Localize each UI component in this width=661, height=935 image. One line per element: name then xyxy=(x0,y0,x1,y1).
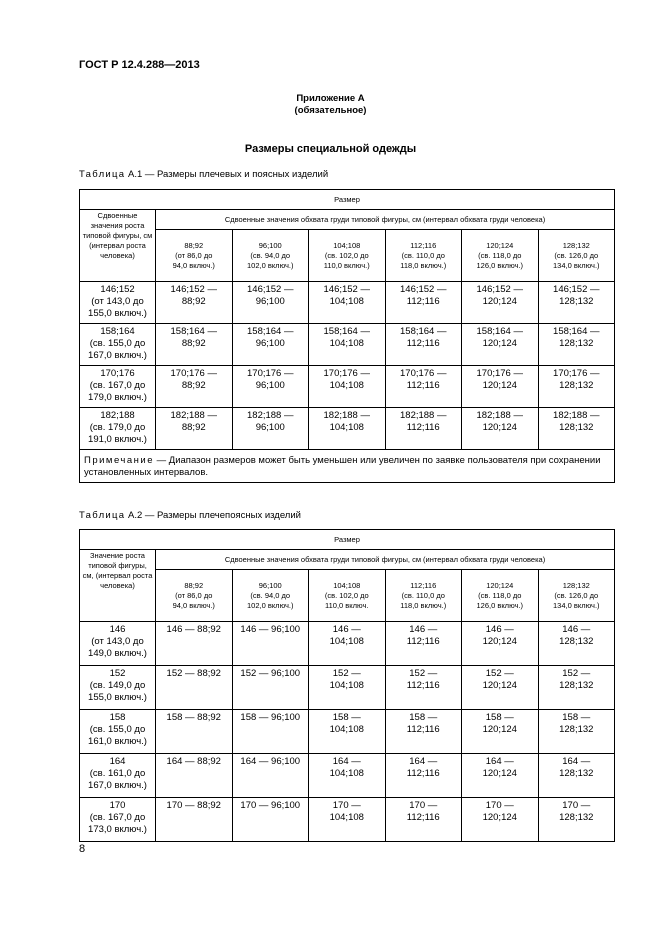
table-cell: 158 — 96;100 xyxy=(232,710,309,754)
table2-col-header: 88;92 (от 86,0 до 94,0 включ.) xyxy=(156,570,233,622)
table-cell: 170 — 112;116 xyxy=(385,798,462,842)
table-row xyxy=(80,408,615,450)
table-cell: 146;152 — 104;108 xyxy=(309,282,386,324)
table1-caption xyxy=(79,169,328,180)
table1-row-header: Сдвоенные значения роста типовой фигуры, см (интервал роста человека) xyxy=(80,210,156,282)
table-cell: 146 — 104;108 xyxy=(309,622,386,666)
table-cell: 158;164 — 112;116 xyxy=(385,324,462,366)
table-row xyxy=(80,366,615,408)
table2-col-header: 128;132 (св. 126,0 до 134,0 включ.) xyxy=(538,570,615,622)
table-cell: 146;152 — 128;132 xyxy=(538,282,615,324)
table-cell: 158;164 — 88;92 xyxy=(156,324,233,366)
table1-note xyxy=(80,450,615,483)
row-label: 170;176 (св. 167,0 до 179,0 включ.) xyxy=(80,366,156,408)
table-cell: 182;188 — 104;108 xyxy=(309,408,386,450)
table1-caption-label: Таблица xyxy=(79,169,126,180)
table-row xyxy=(80,666,615,710)
table2-caption-text: А.2 — Размеры плечепоясных изделий xyxy=(125,510,301,521)
table-row xyxy=(80,710,615,754)
table-cell: 146;152 — 112;116 xyxy=(385,282,462,324)
table-cell: 164 — 88;92 xyxy=(156,754,233,798)
table-cell: 164 — 112;116 xyxy=(385,754,462,798)
note-text: — Диапазон размеров может быть уменьшен или увеличен по заявке пользователя при сохранении установленных интервалов. xyxy=(84,454,601,478)
table1-col-header: 120;124 (св. 118,0 до 126,0 включ.) xyxy=(462,230,539,282)
table-cell: 170;176 — 112;116 xyxy=(385,366,462,408)
table-cell: 158;164 — 120;124 xyxy=(462,324,539,366)
row-label: 158 (св. 155,0 до 161,0 включ.) xyxy=(80,710,156,754)
table-cell: 152 — 128;132 xyxy=(538,666,615,710)
table-cell: 158 — 128;132 xyxy=(538,710,615,754)
table-row xyxy=(80,754,615,798)
table-cell: 170;176 — 128;132 xyxy=(538,366,615,408)
table-cell: 158 — 88;92 xyxy=(156,710,233,754)
table-cell: 152 — 112;116 xyxy=(385,666,462,710)
table-cell: 146 — 112;116 xyxy=(385,622,462,666)
table-cell: 170 — 120;124 xyxy=(462,798,539,842)
table-cell: 152 — 88;92 xyxy=(156,666,233,710)
table-cell: 170;176 — 104;108 xyxy=(309,366,386,408)
page-number: 8 xyxy=(79,843,86,855)
table-1 xyxy=(79,189,615,483)
table1-col-header: 112;116 (св. 110,0 до 118,0 включ.) xyxy=(385,230,462,282)
table-cell: 146 — 128;132 xyxy=(538,622,615,666)
table-cell: 182;188 — 120;124 xyxy=(462,408,539,450)
table-row xyxy=(80,282,615,324)
table-cell: 158 — 120;124 xyxy=(462,710,539,754)
table-cell: 146;152 — 88;92 xyxy=(156,282,233,324)
table-cell: 158 — 104;108 xyxy=(309,710,386,754)
row-label: 158;164 (св. 155,0 до 167,0 включ.) xyxy=(80,324,156,366)
appendix-title: Приложение А xyxy=(296,93,365,104)
table-cell: 152 — 120;124 xyxy=(462,666,539,710)
note-label: Примечание xyxy=(84,454,154,466)
table1-col-header: 88;92 (от 86,0 до 94,0 включ.) xyxy=(156,230,233,282)
table-cell: 146 — 96;100 xyxy=(232,622,309,666)
table-cell: 170 — 88;92 xyxy=(156,798,233,842)
table-row xyxy=(80,798,615,842)
table2-span-header: Сдвоенные значения обхвата груди типовой фигуры, см (интервал обхвата груди человека) xyxy=(156,550,615,570)
table2-col-header: 104;108 (св. 102,0 до 110,0 включ. xyxy=(309,570,386,622)
table-cell: 152 — 104;108 xyxy=(309,666,386,710)
table-cell: 158;164 — 96;100 xyxy=(232,324,309,366)
table1-caption-text: А.1 — Размеры плечевых и поясных изделий xyxy=(125,169,329,180)
table-cell: 170;176 — 96;100 xyxy=(232,366,309,408)
table-cell: 146 — 88;92 xyxy=(156,622,233,666)
table2-row-header: Значение роста типовой фигуры, см, (интервал роста человека) xyxy=(80,550,156,622)
row-label: 146;152 (от 143,0 до 155,0 включ.) xyxy=(80,282,156,324)
table-2 xyxy=(79,529,615,842)
table-cell: 182;188 — 96;100 xyxy=(232,408,309,450)
table2-size-header: Размер xyxy=(80,530,615,550)
row-label: 152 (св. 149,0 до 155,0 включ.) xyxy=(80,666,156,710)
standard-number: ГОСТ Р 12.4.288—2013 xyxy=(79,59,200,71)
table-cell: 182;188 — 128;132 xyxy=(538,408,615,450)
table-cell: 146 — 120;124 xyxy=(462,622,539,666)
table-cell: 146;152 — 96;100 xyxy=(232,282,309,324)
table-cell: 158 — 112;116 xyxy=(385,710,462,754)
row-label: 170 (св. 167,0 до 173,0 включ.) xyxy=(80,798,156,842)
table-row xyxy=(80,622,615,666)
table-cell: 170;176 — 120;124 xyxy=(462,366,539,408)
table-cell: 182;188 — 88;92 xyxy=(156,408,233,450)
row-label: 164 (св. 161,0 до 167,0 включ.) xyxy=(80,754,156,798)
section-title: Размеры специальной одежды xyxy=(244,143,417,155)
table-row xyxy=(80,324,615,366)
table2-col-header: 112;116 (св. 110,0 до 118,0 включ.) xyxy=(385,570,462,622)
table-cell: 182;188 — 112;116 xyxy=(385,408,462,450)
table-cell: 158;164 — 104;108 xyxy=(309,324,386,366)
table-cell: 164 — 96;100 xyxy=(232,754,309,798)
row-label: 146 (от 143,0 до 149,0 включ.) xyxy=(80,622,156,666)
table1-size-header: Размер xyxy=(80,190,615,210)
table-cell: 170 — 104;108 xyxy=(309,798,386,842)
table-cell: 164 — 120;124 xyxy=(462,754,539,798)
table-cell: 170 — 128;132 xyxy=(538,798,615,842)
table2-caption xyxy=(79,510,301,521)
table1-col-header: 96;100 (св. 94,0 до 102,0 включ.) xyxy=(232,230,309,282)
table-cell: 164 — 104;108 xyxy=(309,754,386,798)
appendix-status: (обязательное) xyxy=(294,105,367,116)
table2-col-header: 120;124 (св. 118,0 до 126,0 включ.) xyxy=(462,570,539,622)
row-label: 182;188 (св. 179,0 до 191,0 включ.) xyxy=(80,408,156,450)
table-cell: 146;152 — 120;124 xyxy=(462,282,539,324)
table2-col-header: 96;100 (св. 94,0 до 102,0 включ.) xyxy=(232,570,309,622)
table2-caption-label: Таблица xyxy=(79,510,126,521)
table-cell: 170 — 96;100 xyxy=(232,798,309,842)
table1-col-header: 104;108 (св. 102,0 до 110,0 включ.) xyxy=(309,230,386,282)
table-cell: 152 — 96;100 xyxy=(232,666,309,710)
table-cell: 158;164 — 128;132 xyxy=(538,324,615,366)
table-cell: 164 — 128;132 xyxy=(538,754,615,798)
table1-col-header: 128;132 (св. 126,0 до 134,0 включ.) xyxy=(538,230,615,282)
table1-span-header: Сдвоенные значения обхвата груди типовой фигуры, см (интервал обхвата груди человека) xyxy=(156,210,615,230)
table-cell: 170;176 — 88;92 xyxy=(156,366,233,408)
